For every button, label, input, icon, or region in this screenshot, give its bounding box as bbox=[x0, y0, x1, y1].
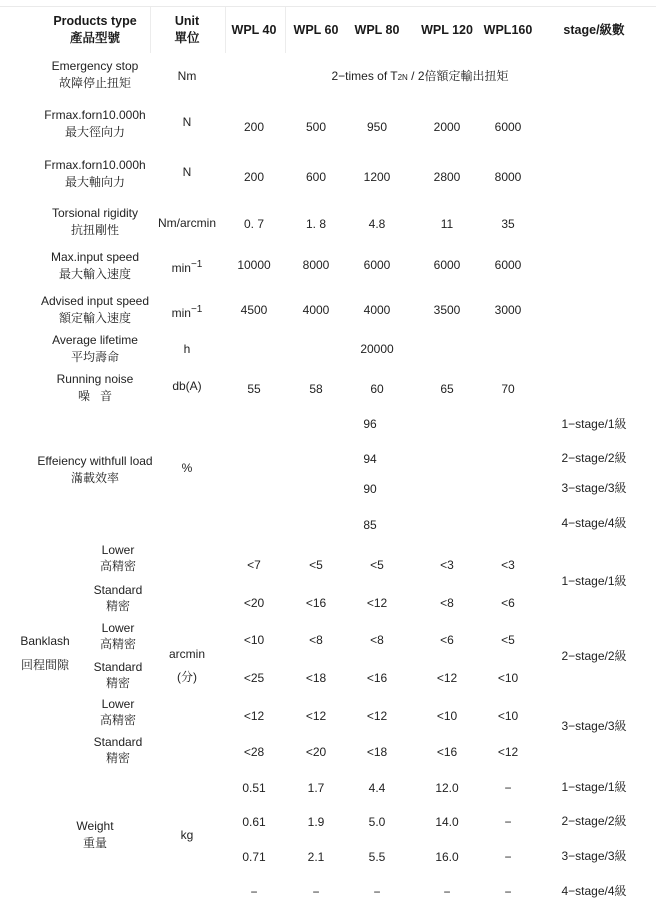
cell: 950 bbox=[366, 120, 388, 134]
header-products-type-en: Products type bbox=[53, 14, 137, 28]
stage-label: 3−stage/3級 bbox=[561, 719, 627, 733]
cell: 14.0 bbox=[435, 815, 459, 829]
cell: 1.9 bbox=[307, 815, 325, 829]
label-zh: 最大軸向力 bbox=[64, 175, 125, 189]
grade-zh: 高精密 bbox=[99, 559, 136, 573]
value-prefix: 2−times of T bbox=[331, 69, 398, 83]
grade-label bbox=[82, 734, 154, 766]
cell: <8 bbox=[309, 633, 323, 647]
grade-en: Lower bbox=[101, 697, 135, 711]
cell: 16.0 bbox=[435, 850, 459, 864]
header-unit-zh: 單位 bbox=[174, 31, 200, 45]
cell: <25 bbox=[243, 671, 265, 685]
cell: 3000 bbox=[494, 303, 522, 317]
grade-label bbox=[82, 659, 154, 691]
cell: <16 bbox=[366, 671, 388, 685]
label-en: Advised input speed bbox=[40, 294, 150, 308]
label-en: Banklash bbox=[20, 634, 70, 648]
cell: <28 bbox=[243, 745, 265, 759]
header-model: WPL 80 bbox=[354, 23, 400, 37]
cell: 500 bbox=[305, 120, 327, 134]
cell: − bbox=[504, 850, 512, 864]
unit bbox=[150, 256, 224, 277]
cell: 55 bbox=[247, 382, 261, 396]
grade-zh: 高精密 bbox=[99, 713, 136, 727]
grade-en: Standard bbox=[93, 735, 143, 749]
cell: − bbox=[373, 885, 381, 899]
cell: 6000 bbox=[363, 258, 391, 272]
cell: <20 bbox=[243, 596, 265, 610]
cell: 5.5 bbox=[368, 850, 386, 864]
grade-en: Lower bbox=[101, 621, 135, 635]
stage-label: 1−stage/1級 bbox=[561, 574, 627, 588]
header-unit-en: Unit bbox=[174, 14, 200, 28]
label-en: Average lifetime bbox=[52, 333, 138, 347]
grade-zh: 高精密 bbox=[99, 637, 136, 651]
label-en: Frmax.forn10.000h bbox=[44, 108, 146, 122]
cell: 85 bbox=[363, 518, 377, 532]
header-model: WPL 120 bbox=[421, 23, 473, 37]
label-en: Running noise bbox=[56, 372, 134, 386]
header-model: WPL 60 bbox=[293, 23, 339, 37]
unit: % bbox=[181, 461, 193, 475]
cell: <10 bbox=[497, 671, 519, 685]
lifetime-value: 20000 bbox=[360, 342, 394, 356]
label-zh: 噪 音 bbox=[77, 389, 112, 403]
cell: <5 bbox=[309, 558, 323, 572]
header-model: WPL160 bbox=[483, 23, 533, 37]
cell: <12 bbox=[243, 709, 265, 723]
cell: <8 bbox=[440, 596, 454, 610]
cell: 600 bbox=[305, 170, 327, 184]
label-en: Weight bbox=[76, 819, 114, 833]
label-zh: 額定輸入速度 bbox=[58, 311, 131, 325]
cell: <8 bbox=[370, 633, 384, 647]
grade-label bbox=[82, 542, 154, 574]
grade-en: Standard bbox=[93, 660, 143, 674]
cell: 94 bbox=[363, 452, 377, 466]
cell: 4000 bbox=[302, 303, 330, 317]
label-zh: 平均壽命 bbox=[70, 350, 119, 364]
cell: 0.51 bbox=[242, 781, 266, 795]
cell: 65 bbox=[440, 382, 454, 396]
value-subscript: 2N bbox=[397, 73, 408, 82]
cell: 4500 bbox=[240, 303, 268, 317]
unit-base: min bbox=[171, 261, 191, 275]
grade-label bbox=[82, 620, 154, 652]
cell: <18 bbox=[305, 671, 327, 685]
label-en: Frmax.forn10.000h bbox=[44, 158, 146, 172]
header-products-type-zh: 產品型號 bbox=[69, 31, 120, 45]
stage-label: 1−stage/1級 bbox=[561, 417, 627, 431]
unit: Nm/arcmin bbox=[157, 216, 216, 230]
cell: <18 bbox=[366, 745, 388, 759]
grade-label bbox=[82, 696, 154, 728]
cell: 6000 bbox=[494, 258, 522, 272]
cell: 90 bbox=[363, 482, 377, 496]
grade-en: Standard bbox=[93, 583, 143, 597]
unit-en: arcmin bbox=[168, 647, 205, 661]
label-zh: 重量 bbox=[82, 836, 107, 850]
cell: 4000 bbox=[363, 303, 391, 317]
cell: <5 bbox=[501, 633, 515, 647]
cell: <12 bbox=[366, 596, 388, 610]
stage-label: 3−stage/3級 bbox=[561, 849, 627, 863]
cell: − bbox=[312, 885, 320, 899]
cell: 1.7 bbox=[307, 781, 325, 795]
unit: Nm bbox=[177, 69, 197, 83]
cell: 0. 7 bbox=[243, 217, 264, 231]
cell: 3500 bbox=[433, 303, 461, 317]
label-zh: 最大輸入速度 bbox=[58, 267, 131, 281]
cell: <3 bbox=[440, 558, 454, 572]
cell: <12 bbox=[366, 709, 388, 723]
cell: 70 bbox=[501, 382, 515, 396]
cell: 35 bbox=[501, 217, 515, 231]
stage-label: 4−stage/4級 bbox=[561, 884, 627, 898]
cell: <10 bbox=[243, 633, 265, 647]
cell: 1200 bbox=[363, 170, 391, 184]
cell: <12 bbox=[497, 745, 519, 759]
label-zh: 抗扭剛性 bbox=[70, 223, 119, 237]
label-zh: 滿載效率 bbox=[70, 471, 119, 485]
cell: <10 bbox=[436, 709, 458, 723]
stage-label: 2−stage/2級 bbox=[561, 451, 627, 465]
emergency-stop-value bbox=[250, 68, 590, 86]
cell: 8000 bbox=[494, 170, 522, 184]
cell: 96 bbox=[363, 417, 377, 431]
stage-label: 4−stage/4級 bbox=[561, 516, 627, 530]
unit-base: min bbox=[171, 306, 191, 320]
header-stage: stage/級數 bbox=[563, 23, 625, 37]
header-unit bbox=[150, 13, 224, 47]
cell: 2000 bbox=[433, 120, 461, 134]
cell: 200 bbox=[243, 170, 265, 184]
unit: N bbox=[182, 115, 192, 129]
label-zh: 回程間隙 bbox=[20, 658, 69, 672]
cell: 6000 bbox=[494, 120, 522, 134]
cell: 0.61 bbox=[242, 815, 266, 829]
unit: db(A) bbox=[172, 379, 202, 393]
cell: <7 bbox=[247, 558, 261, 572]
stage-label: 1−stage/1級 bbox=[561, 780, 627, 794]
unit-exponent: −1 bbox=[190, 304, 203, 315]
cell: − bbox=[250, 885, 258, 899]
cell: − bbox=[504, 815, 512, 829]
cell: <16 bbox=[305, 596, 327, 610]
unit bbox=[150, 301, 224, 322]
cell: − bbox=[504, 885, 512, 899]
cell: 1. 8 bbox=[305, 217, 326, 231]
cell: <16 bbox=[436, 745, 458, 759]
row-label-backlash bbox=[12, 629, 78, 677]
cell: 60 bbox=[370, 382, 384, 396]
label-en: Effeiency withfull load bbox=[37, 454, 153, 468]
header-top-border bbox=[0, 6, 656, 7]
grade-zh: 精密 bbox=[105, 599, 130, 613]
cell: 2800 bbox=[433, 170, 461, 184]
cell: 2.1 bbox=[307, 850, 325, 864]
stage-label: 2−stage/2級 bbox=[561, 814, 627, 828]
grade-en: Lower bbox=[101, 543, 135, 557]
grade-label bbox=[82, 582, 154, 614]
unit: kg bbox=[180, 828, 194, 842]
cell: − bbox=[504, 781, 512, 795]
value-suffix: / 2倍額定輸出扭矩 bbox=[407, 69, 509, 83]
grade-zh: 精密 bbox=[105, 751, 130, 765]
cell: 200 bbox=[243, 120, 265, 134]
stage-label: 2−stage/2級 bbox=[561, 649, 627, 663]
stage-label: 3−stage/3級 bbox=[561, 481, 627, 495]
grade-zh: 精密 bbox=[105, 676, 130, 690]
label-en: Torsional rigidity bbox=[51, 206, 139, 220]
cell: 58 bbox=[309, 382, 323, 396]
unit: h bbox=[183, 342, 191, 356]
cell: <20 bbox=[305, 745, 327, 759]
cell: <6 bbox=[501, 596, 515, 610]
cell: − bbox=[443, 885, 451, 899]
label-zh: 故障停止扭矩 bbox=[58, 76, 131, 90]
cell: 4.8 bbox=[368, 217, 386, 231]
unit-exponent: −1 bbox=[190, 259, 203, 270]
cell: <12 bbox=[305, 709, 327, 723]
cell: <6 bbox=[440, 633, 454, 647]
unit bbox=[150, 643, 224, 689]
cell: <10 bbox=[497, 709, 519, 723]
cell: 11 bbox=[440, 217, 454, 231]
unit-zh: (分) bbox=[177, 670, 197, 684]
label-en: Emergency stop bbox=[51, 59, 139, 73]
cell: 12.0 bbox=[435, 781, 459, 795]
label-en: Max.input speed bbox=[50, 250, 140, 264]
cell: 8000 bbox=[302, 258, 330, 272]
cell: <12 bbox=[436, 671, 458, 685]
header-model: WPL 40 bbox=[231, 23, 277, 37]
label-zh: 最大徑向力 bbox=[64, 125, 125, 139]
cell: 10000 bbox=[237, 258, 271, 272]
cell: <5 bbox=[370, 558, 384, 572]
cell: 4.4 bbox=[368, 781, 386, 795]
cell: 6000 bbox=[433, 258, 461, 272]
unit: N bbox=[182, 165, 192, 179]
cell: 5.0 bbox=[368, 815, 386, 829]
cell: 0.71 bbox=[242, 850, 266, 864]
cell: <3 bbox=[501, 558, 515, 572]
